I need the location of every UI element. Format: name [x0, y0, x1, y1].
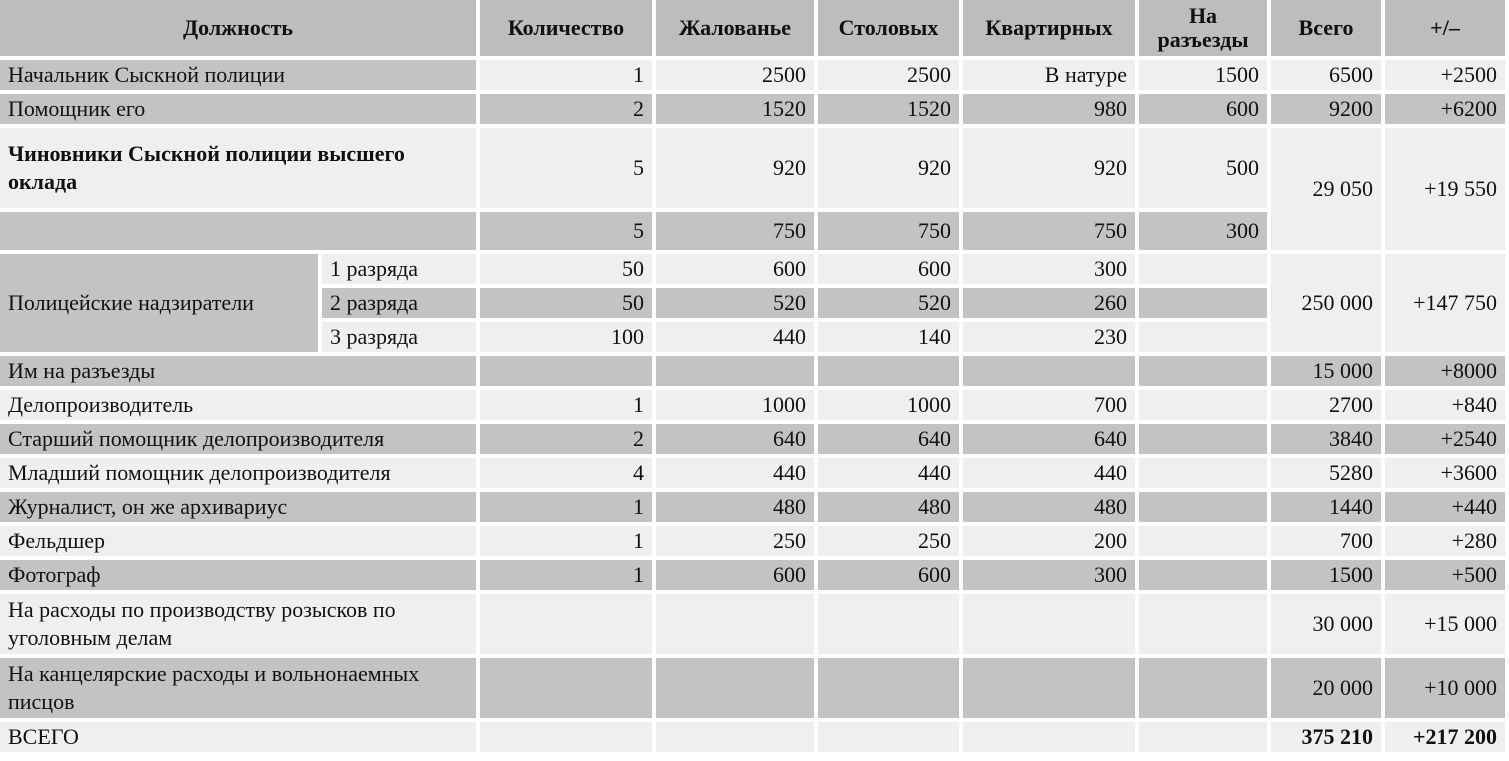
cell-housing: 260	[963, 288, 1135, 318]
cell-count: 1	[480, 526, 652, 556]
cell-total: 3840	[1271, 424, 1381, 454]
cell-travel	[1139, 288, 1267, 318]
cell-diff: +217 200	[1385, 722, 1505, 752]
cell-salary: 1520	[656, 94, 814, 124]
cell-total: 250 000	[1271, 254, 1381, 352]
cell-diff: +2500	[1385, 60, 1505, 90]
cell-housing	[963, 722, 1135, 752]
cell-travel	[1139, 458, 1267, 488]
row-label: Делопроизводитель	[0, 390, 476, 420]
cell-housing: 980	[963, 94, 1135, 124]
cell-table-money: 600	[818, 560, 959, 590]
cell-salary: 440	[656, 322, 814, 352]
header-total: Всего	[1271, 0, 1381, 56]
cell-table-money: 1000	[818, 390, 959, 420]
table-row	[0, 458, 1505, 488]
cell-count: 1	[480, 60, 652, 90]
cell-total: 2700	[1271, 390, 1381, 420]
cell-salary	[656, 658, 814, 718]
row-label: Начальник Сыскной полиции	[0, 60, 476, 90]
row-label: Помощник его	[0, 94, 476, 124]
cell-total: 9200	[1271, 94, 1381, 124]
cell-travel: 1500	[1139, 60, 1267, 90]
cell-total: 700	[1271, 526, 1381, 556]
table-row	[0, 594, 1505, 654]
row-label: Журналист, он же архивариус	[0, 492, 476, 522]
cell-rank: 1 разряда	[322, 254, 476, 284]
cell-table-money: 440	[818, 458, 959, 488]
grand-total-row	[0, 722, 1505, 752]
cell-count	[480, 594, 652, 654]
cell-housing: 440	[963, 458, 1135, 488]
row-label: Младший помощник делопроизводителя	[0, 458, 476, 488]
cell-count: 2	[480, 424, 652, 454]
cell-total: 5280	[1271, 458, 1381, 488]
cell-diff: +147 750	[1385, 254, 1505, 352]
cell-travel	[1139, 424, 1267, 454]
cell-travel	[1139, 560, 1267, 590]
table-row	[0, 492, 1505, 522]
cell-count	[480, 722, 652, 752]
cell-travel	[1139, 722, 1267, 752]
table-row	[0, 254, 1505, 284]
cell-table-money	[818, 594, 959, 654]
cell-housing: В натуре	[963, 60, 1135, 90]
header-position: Должность	[0, 0, 476, 56]
cell-salary: 480	[656, 492, 814, 522]
cell-housing	[963, 658, 1135, 718]
cell-housing: 700	[963, 390, 1135, 420]
row-label: Фельдшер	[0, 526, 476, 556]
cell-travel	[1139, 594, 1267, 654]
cell-count: 100	[480, 322, 652, 352]
row-label: На канцелярские расходы и вольнонаемных писцов	[0, 658, 476, 718]
header-travel: На разъезды	[1139, 0, 1267, 56]
cell-count: 1	[480, 560, 652, 590]
cell-rank: 3 разряда	[322, 322, 476, 352]
cell-diff: +440	[1385, 492, 1505, 522]
cell-salary	[656, 356, 814, 386]
row-label: ВСЕГО	[0, 722, 476, 752]
cell-count: 50	[480, 288, 652, 318]
cell-total: 15 000	[1271, 356, 1381, 386]
cell-total: 29 050	[1271, 128, 1381, 250]
cell-travel: 600	[1139, 94, 1267, 124]
cell-table-money: 1520	[818, 94, 959, 124]
cell-diff: +6200	[1385, 94, 1505, 124]
row-label-empty	[0, 212, 476, 250]
cell-table-money: 600	[818, 254, 959, 284]
cell-travel	[1139, 390, 1267, 420]
cell-travel	[1139, 322, 1267, 352]
cell-housing: 750	[963, 212, 1135, 250]
table-row	[0, 94, 1505, 124]
cell-table-money: 140	[818, 322, 959, 352]
cell-count: 50	[480, 254, 652, 284]
cell-count: 1	[480, 390, 652, 420]
cell-table-money: 640	[818, 424, 959, 454]
cell-housing	[963, 594, 1135, 654]
cell-travel	[1139, 356, 1267, 386]
table-row	[0, 424, 1505, 454]
row-label: Полицейские надзиратели	[0, 254, 318, 352]
cell-housing: 300	[963, 560, 1135, 590]
cell-salary: 920	[656, 128, 814, 208]
table-row	[0, 128, 1505, 208]
cell-table-money	[818, 658, 959, 718]
cell-table-money: 920	[818, 128, 959, 208]
cell-travel: 500	[1139, 128, 1267, 208]
cell-count: 5	[480, 128, 652, 208]
cell-travel	[1139, 492, 1267, 522]
cell-total: 375 210	[1271, 722, 1381, 752]
table-row	[0, 356, 1505, 386]
header-salary: Жалованье	[656, 0, 814, 56]
cell-table-money: 250	[818, 526, 959, 556]
cell-count: 1	[480, 492, 652, 522]
cell-salary	[656, 722, 814, 752]
cell-salary: 520	[656, 288, 814, 318]
table-row	[0, 526, 1505, 556]
cell-housing: 920	[963, 128, 1135, 208]
cell-table-money	[818, 722, 959, 752]
cell-salary: 250	[656, 526, 814, 556]
cell-count: 4	[480, 458, 652, 488]
cell-salary: 640	[656, 424, 814, 454]
cell-housing	[963, 356, 1135, 386]
cell-travel	[1139, 254, 1267, 284]
cell-table-money	[818, 356, 959, 386]
cell-table-money: 520	[818, 288, 959, 318]
cell-total: 1440	[1271, 492, 1381, 522]
header-count: Количество	[480, 0, 652, 56]
header-diff: +/–	[1385, 0, 1505, 56]
cell-salary: 1000	[656, 390, 814, 420]
cell-salary: 440	[656, 458, 814, 488]
row-label: Чиновники Сыскной полиции высшего оклада	[0, 128, 476, 208]
cell-diff: +2540	[1385, 424, 1505, 454]
table-row	[0, 560, 1505, 590]
cell-salary: 600	[656, 560, 814, 590]
row-label: Фотограф	[0, 560, 476, 590]
cell-salary: 2500	[656, 60, 814, 90]
header-housing: Квартирных	[963, 0, 1135, 56]
cell-rank: 2 разряда	[322, 288, 476, 318]
cell-travel	[1139, 526, 1267, 556]
cell-diff: +15 000	[1385, 594, 1505, 654]
cell-diff: +3600	[1385, 458, 1505, 488]
cell-housing: 300	[963, 254, 1135, 284]
cell-count: 5	[480, 212, 652, 250]
cell-diff: +19 550	[1385, 128, 1505, 250]
cell-count: 2	[480, 94, 652, 124]
table-row	[0, 390, 1505, 420]
cell-diff: +840	[1385, 390, 1505, 420]
cell-table-money: 750	[818, 212, 959, 250]
cell-diff: +280	[1385, 526, 1505, 556]
cell-salary: 750	[656, 212, 814, 250]
cell-housing: 230	[963, 322, 1135, 352]
cell-total: 20 000	[1271, 658, 1381, 718]
cell-travel	[1139, 658, 1267, 718]
cell-travel: 300	[1139, 212, 1267, 250]
cell-total: 30 000	[1271, 594, 1381, 654]
cell-total: 1500	[1271, 560, 1381, 590]
cell-housing: 640	[963, 424, 1135, 454]
row-label: Им на разъезды	[0, 356, 476, 386]
cell-table-money: 2500	[818, 60, 959, 90]
cell-housing: 480	[963, 492, 1135, 522]
cell-diff: +500	[1385, 560, 1505, 590]
header-row	[0, 0, 1505, 56]
cell-salary	[656, 594, 814, 654]
cell-salary: 600	[656, 254, 814, 284]
cell-total: 6500	[1271, 60, 1381, 90]
cell-housing: 200	[963, 526, 1135, 556]
table-row	[0, 60, 1505, 90]
cell-table-money: 480	[818, 492, 959, 522]
cell-diff: +10 000	[1385, 658, 1505, 718]
row-label: Старший помощник делопроизводителя	[0, 424, 476, 454]
cell-count	[480, 658, 652, 718]
cell-count	[480, 356, 652, 386]
row-label: На расходы по производству розысков по уголовным делам	[0, 594, 476, 654]
table-row	[0, 658, 1505, 718]
cell-diff: +8000	[1385, 356, 1505, 386]
header-table-money: Столовых	[818, 0, 959, 56]
